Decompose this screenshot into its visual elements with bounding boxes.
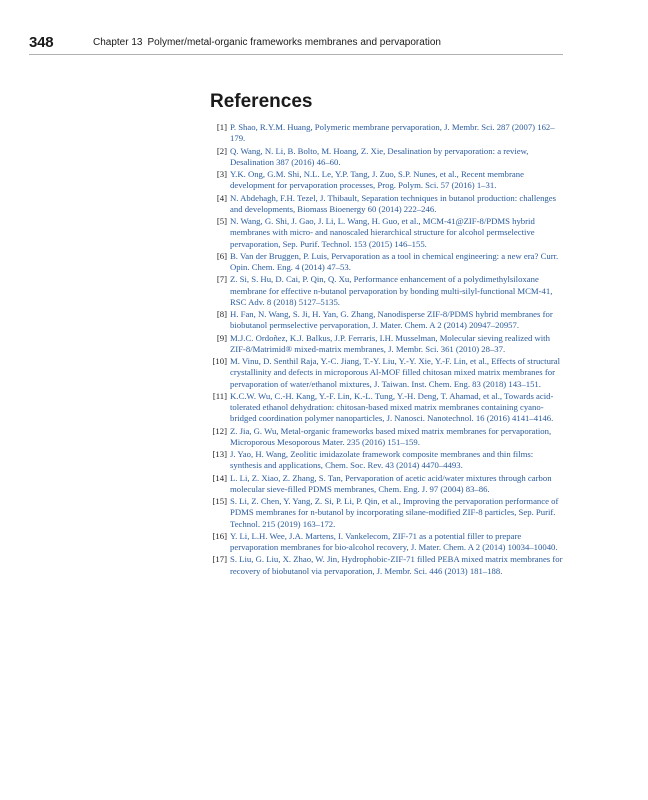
reference-number: [9] bbox=[216, 332, 227, 343]
reference-text[interactable]: L. Li, Z. Xiao, Z. Zhang, S. Tan, Pervaporation of acetic acid/water mixtures through carbon molecular sieve-filled PDMS membranes, Chem. Eng. J. 97 (2004) 83–86. bbox=[230, 472, 552, 494]
reference-item[interactable] bbox=[206, 554, 566, 577]
reference-item[interactable] bbox=[206, 146, 566, 169]
reference-text[interactable]: K.C.W. Wu, C.-H. Kang, Y.-F. Lin, K.-L. Tung, Y.-H. Deng, T. Ahamad, et al., Towards acid-tolerated ethanol dehydration: chitosan-based mixed matrix membranes containing cyano-bridged coordination polymer nanoparticles, J. Nanosci. Nanotechnol. 16 (2016) 4141–4146. bbox=[230, 390, 554, 424]
reference-number: [8] bbox=[216, 309, 227, 319]
reference-text[interactable]: Z. Si, S. Hu, D. Cai, P. Qin, Q. Xu, Performance enhancement of a polydimethylsiloxane membrane for effective n-butanol pervaporation by bonding multi-silyl-functional MCM-41, RSC Adv. 8 (2018) 5127–5135. bbox=[230, 274, 553, 307]
reference-item[interactable] bbox=[206, 274, 566, 308]
reference-text[interactable]: B. Van der Bruggen, P. Luis, Pervaporation as a tool in chemical engineering: a new era? Curr. Opin. Chem. Eng. 4 (2014) 47–53. bbox=[230, 250, 559, 272]
reference-item[interactable] bbox=[206, 309, 566, 332]
reference-text[interactable]: Y. Li, L.H. Wee, J.A. Martens, I. Vankelecom, ZIF-71 as a potential filler to prepare pervaporation membranes for bio-alcohol recovery, J. Mater. Chem. A 2 (2014) 10034–10040. bbox=[230, 530, 558, 552]
reference-item[interactable] bbox=[206, 122, 566, 145]
reference-item[interactable] bbox=[206, 169, 566, 192]
reference-text[interactable]: M. Vinu, D. Senthil Raja, Y.-C. Jiang, T.-Y. Liu, Y.-Y. Xie, Y.-F. Lin, et al., Effects of structural crystallinity and defects in microporous Al-MOF filled chitosan mixed matrix membranes for pervaporation of water/ethanol mixtures, J. Taiwan. Inst. Chem. Eng. 83 (2018) 143–151. bbox=[230, 356, 561, 389]
reference-number: [16] bbox=[212, 530, 227, 541]
reference-text[interactable]: J. Yao, H. Wang, Zeolitic imidazolate framework composite membranes and thin films: synthesis and applications, Chem. Soc. Rev. 43 (2014) 4470–4493. bbox=[230, 449, 534, 471]
reference-number: [4] bbox=[216, 192, 227, 203]
reference-item[interactable] bbox=[206, 449, 566, 472]
reference-item[interactable] bbox=[206, 531, 566, 554]
reference-text[interactable]: S. Liu, G. Liu, X. Zhao, W. Jin, Hydrophobic-ZIF-71 filled PEBA mixed matrix membranes for recovery of biobutanol via pervaporation, J. Membr. Sci. 446 (2013) 181–188. bbox=[230, 554, 563, 576]
reference-number: [11] bbox=[212, 390, 227, 401]
reference-number: [7] bbox=[216, 274, 227, 285]
reference-number: [17] bbox=[212, 554, 227, 565]
reference-text[interactable]: Q. Wang, N. Li, B. Bolto, M. Hoang, Z. Xie, Desalination by pervaporation: a review, Desalination 387 (2016) 46–60. bbox=[230, 145, 529, 167]
reference-item[interactable] bbox=[206, 251, 566, 274]
reference-number: [15] bbox=[212, 496, 227, 506]
running-head bbox=[29, 34, 563, 55]
chapter-label bbox=[93, 37, 441, 48]
reference-number: [13] bbox=[212, 449, 227, 459]
chapter-title: Polymer/metal-organic frameworks membranes and pervaporation bbox=[147, 37, 441, 48]
reference-item[interactable] bbox=[206, 391, 566, 425]
reference-number: [5] bbox=[216, 216, 227, 226]
references-heading: References bbox=[210, 91, 313, 112]
reference-item[interactable] bbox=[206, 333, 566, 356]
reference-number: [1] bbox=[216, 122, 227, 132]
reference-item[interactable] bbox=[206, 496, 566, 530]
reference-number: [14] bbox=[212, 472, 227, 483]
page-number: 348 bbox=[29, 34, 54, 51]
reference-number: [10] bbox=[212, 356, 227, 366]
reference-number: [12] bbox=[212, 425, 227, 436]
reference-list bbox=[206, 122, 566, 578]
reference-text[interactable]: N. Wang, G. Shi, J. Gao, J. Li, L. Wang, H. Guo, et al., MCM-41@ZIF-8/PDMS hybrid membranes with micro- and nanoscaled hierarchical structure for alcohol permselective pervaporation, Sep. Purif. Technol. 153 (2015) 146–155. bbox=[230, 216, 535, 249]
reference-text[interactable]: N. Abdehagh, F.H. Tezel, J. Thibault, Separation techniques in butanol production: challenges and developments, Biomass Bioenergy 60 (2014) 222–246. bbox=[230, 192, 557, 214]
reference-item[interactable] bbox=[206, 473, 566, 496]
chapter-number: Chapter 13 bbox=[93, 37, 143, 48]
reference-item[interactable] bbox=[206, 356, 566, 390]
reference-item[interactable] bbox=[206, 216, 566, 250]
reference-text[interactable]: M.J.C. Ordoñez, K.J. Balkus, J.P. Ferraris, I.H. Musselman, Molecular sieving realized with ZIF-8/Matrimid® mixed-matrix membranes, J. Membr. Sci. 361 (2010) 28–37. bbox=[230, 332, 550, 354]
reference-text[interactable]: Y.K. Ong, G.M. Shi, N.L. Le, Y.P. Tang, J. Zuo, S.P. Nunes, et al., Recent membrane development for pervaporation processes, Prog. Polym. Sci. 57 (2016) 1–31. bbox=[230, 169, 524, 191]
reference-item[interactable] bbox=[206, 426, 566, 449]
reference-number: [2] bbox=[216, 145, 227, 156]
reference-text[interactable]: S. Li, Z. Chen, Y. Yang, Z. Si, P. Li, P. Qin, et al., Improving the pervaporation performance of PDMS membranes for n-butanol by incorporating silane-modified ZIF-8 particles, Sep. Purif. Technol. 215 (2019) 163–172. bbox=[230, 496, 559, 529]
reference-text[interactable]: P. Shao, R.Y.M. Huang, Polymeric membrane pervaporation, J. Membr. Sci. 287 (2007) 162–179. bbox=[230, 122, 555, 144]
reference-item[interactable] bbox=[206, 193, 566, 216]
reference-number: [6] bbox=[216, 250, 227, 261]
reference-text[interactable]: Z. Jia, G. Wu, Metal-organic frameworks based mixed matrix membranes for pervaporation, Microporous Mesoporous Mater. 235 (2016) 151–159. bbox=[230, 425, 552, 447]
reference-text[interactable]: H. Fan, N. Wang, S. Ji, H. Yan, G. Zhang, Nanodisperse ZIF-8/PDMS hybrid membranes for biobutanol permselective pervaporation, J. Mater. Chem. A 2 (2014) 20947–20957. bbox=[230, 309, 553, 331]
reference-number: [3] bbox=[216, 169, 227, 179]
